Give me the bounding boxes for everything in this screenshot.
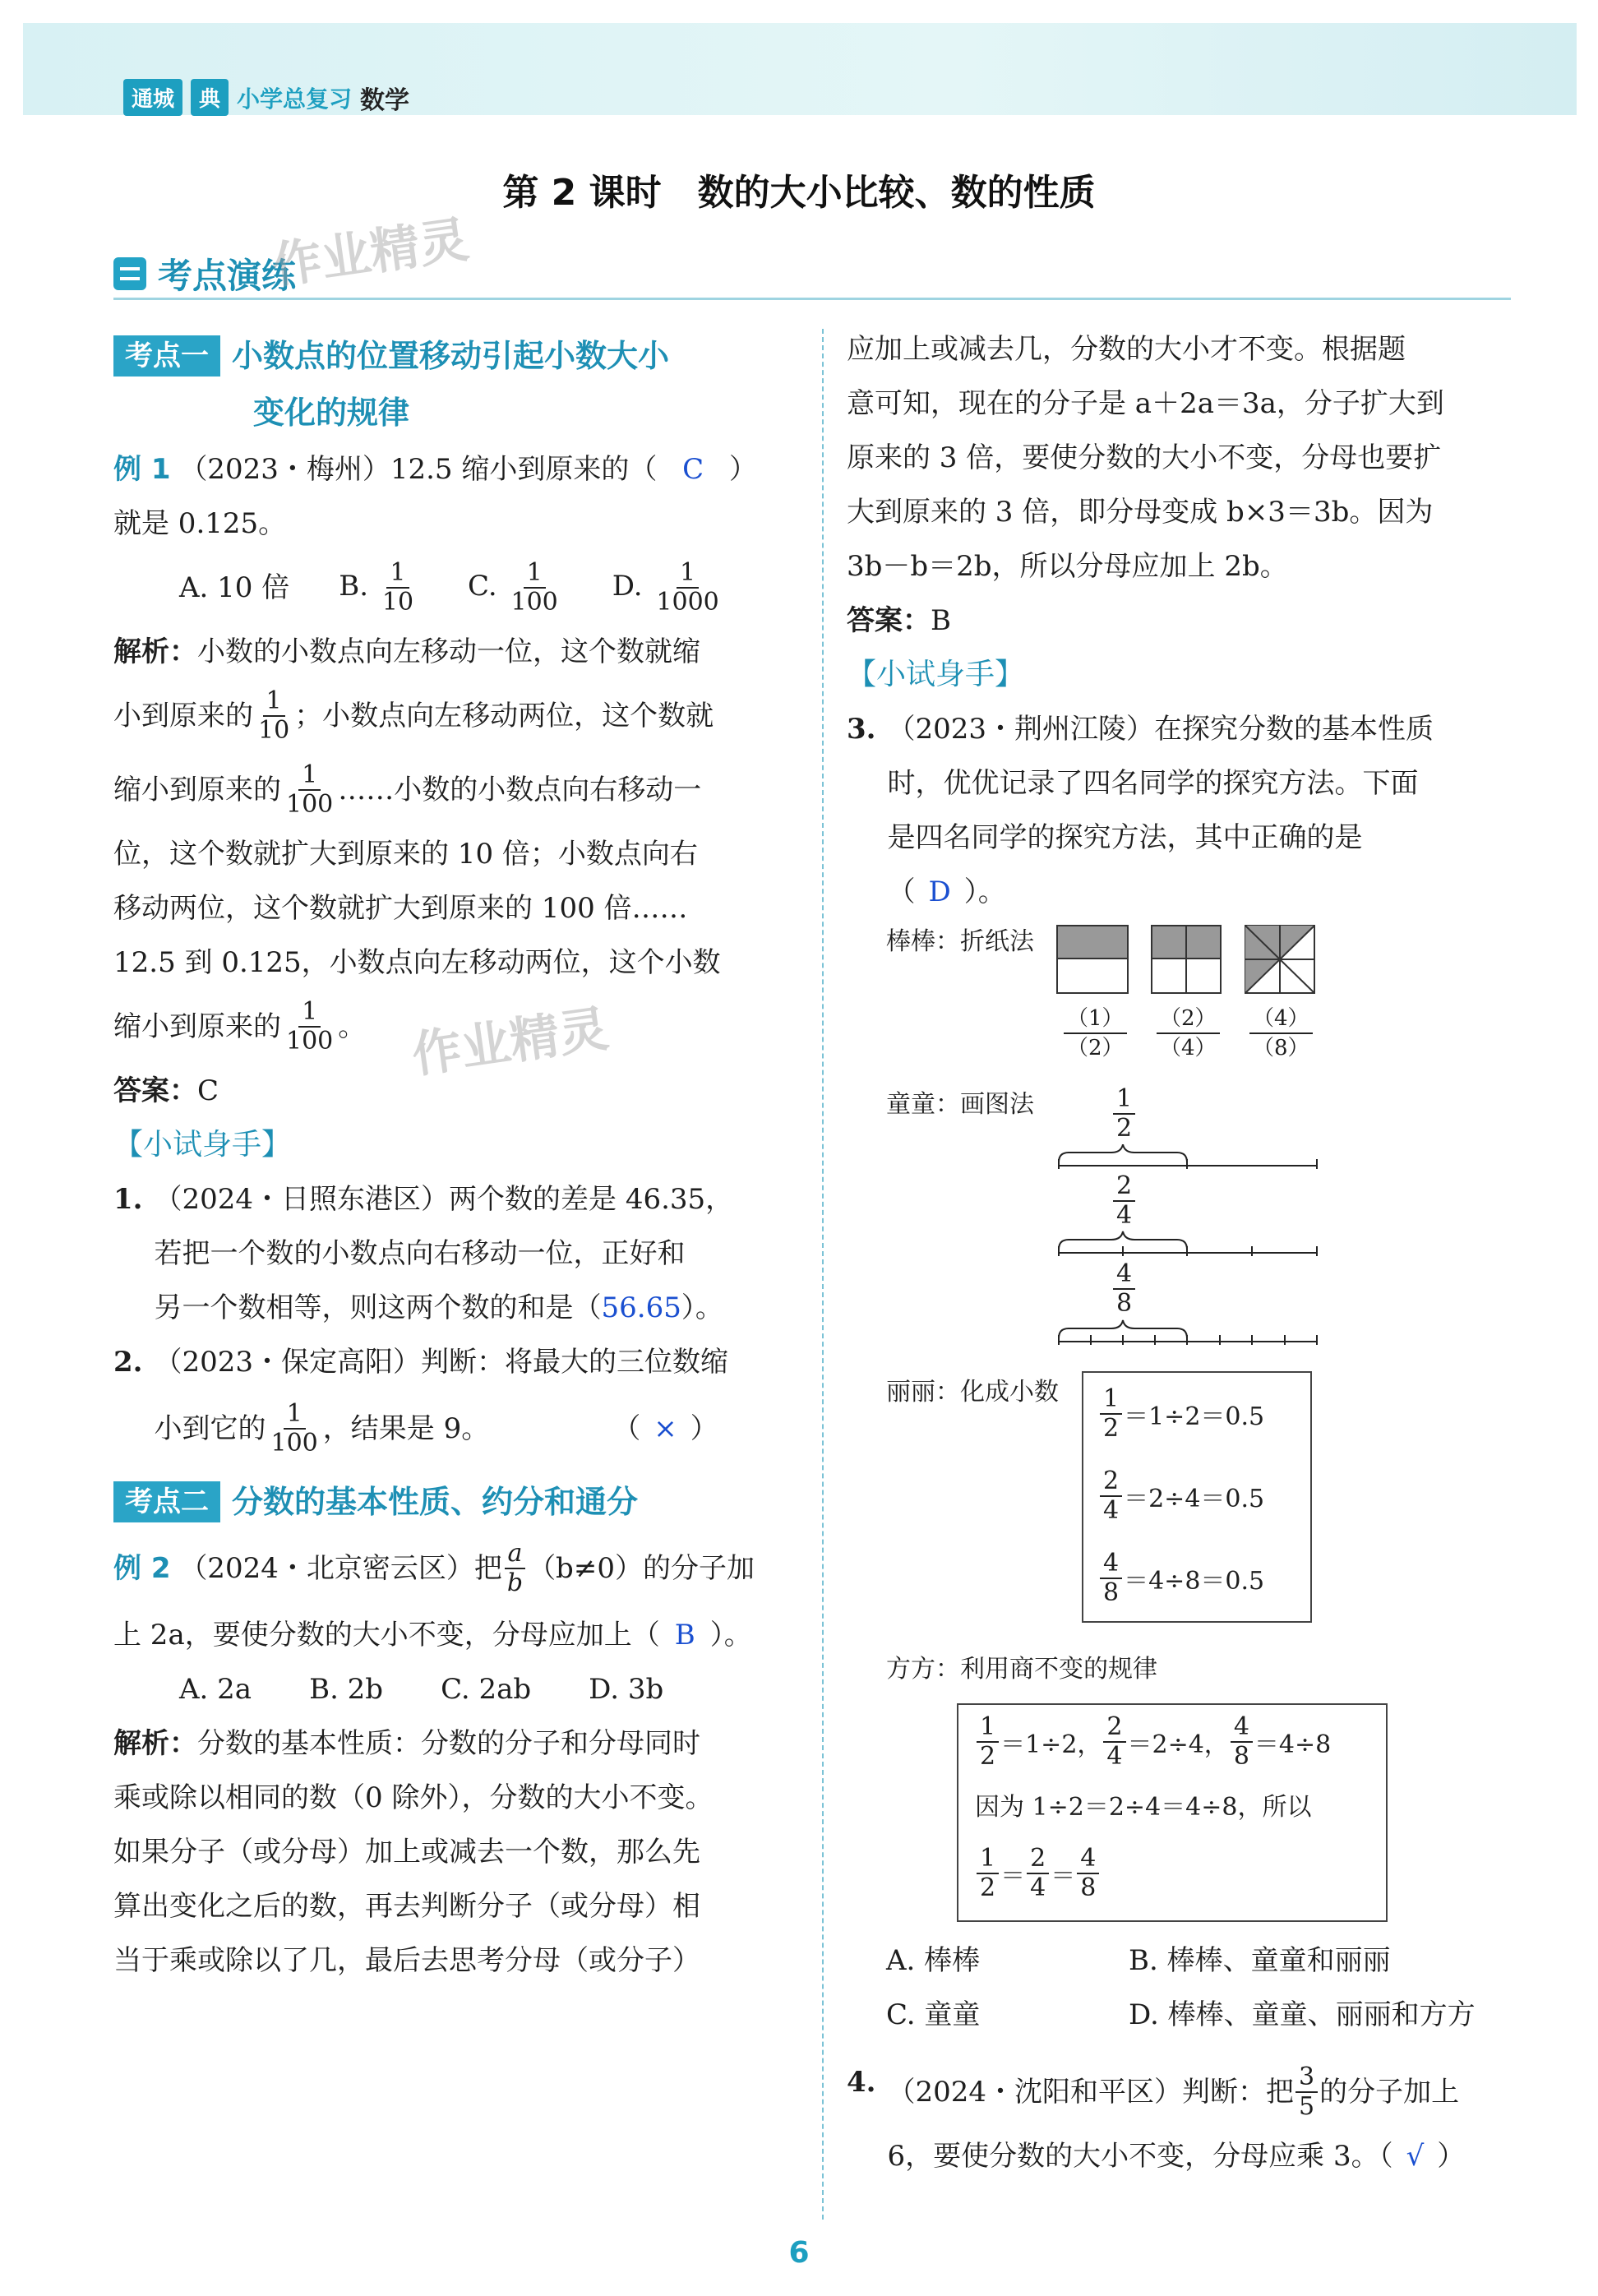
q3-option-b: B. 棒棒、童童和丽丽 [1129, 1944, 1391, 1977]
kd1-title-cont: 变化的规律 [253, 395, 410, 431]
ex2-answer-line: 答案：B [847, 604, 951, 637]
kd1-badge: 考点一 [113, 335, 220, 377]
option-c: C. $\frac{1}{100}$ [468, 558, 558, 617]
fold-half [1056, 925, 1129, 996]
q4-answer: √ [1406, 2140, 1425, 2173]
tongtong-label: 童童：画图法 [886, 1090, 1034, 1119]
try-label-2: 【小试身手】 [847, 658, 1025, 691]
number-line-diagram [1052, 1144, 1323, 1350]
q2-answer: × [654, 1412, 677, 1445]
question-1: 1. （2024・日照东港区）两个数的差是 46.35， 若把一个数的小数点向右移动一位，正好和 另一个数相等，则这两个数的和是（56.65）。 [113, 1183, 734, 1324]
book-brand [123, 79, 409, 116]
q1-answer: 56.65 [601, 1291, 681, 1324]
ex2-analysis-cont: 应加上或减去几，分数的大小才不变。根据题 意可知，现在的分子是 a＋2a＝3a，分子扩大到 原来的 3 倍，要使分数的大小不变，分母也要扩 大到原来的 3 倍，即分母变成 b×3＝3b。因为 3b－b＝2b，所以分母应加上 2b。 [847, 333, 1444, 583]
ex2-options: A. 2a B. 2b C. 2ab D. 3b [179, 1673, 664, 1706]
bangbang-frac-3: $\frac{(4)}{(8)}$ [1248, 1005, 1314, 1062]
question-2: 2. （2023・保定高阳）判断：将最大的三位数缩 小到它的 $\frac{1}{100}$ ，结果是 9。 （ × ） [113, 1346, 729, 1458]
ex2-analysis: 解析：分数的基本性质：分数的分子和分母同时 乘或除以相同的数（0 除外），分数的大小不变。 如果分子（或分母）加上或减去一个数，那么先 算出变化之后的数，再去判断分子（或分母）相 当于乘或除以了几，最后去思考分母（或分子） [113, 1727, 714, 1977]
lesson-title: 第 2 课时 数的大小比较、数的性质 [502, 172, 1096, 214]
column-divider [822, 329, 824, 2220]
section-heading [113, 249, 296, 298]
tongtong-frac-1: $\frac{1}{2}$ [1111, 1085, 1137, 1143]
q3-option-a: A. 棒棒 [886, 1944, 981, 1977]
fangfang-box: $\frac{1}{2}$ ＝1÷2， $\frac{2}{4}$ ＝2÷4， $\frac{4}{8}$ ＝4÷8 因为 1÷2＝2÷4＝4÷8，所以 $\frac{1}{2}$ ＝ $\frac{2}{4}$ ＝ $\frac{4}{8}$ [957, 1703, 1388, 1922]
ex1-question [113, 442, 787, 497]
ex1-text-2: 就是 0.125。 [113, 507, 287, 540]
q3-options [886, 1933, 1476, 2042]
q3-option-d: D. 棒棒、童童、丽丽和方方 [1129, 1998, 1476, 2031]
ex1-text: （2023・梅州）12.5 缩小到原来的（ [179, 453, 658, 486]
option-b: B. $\frac{1}{10}$ [339, 558, 414, 617]
section-title: 考点演练 [158, 256, 297, 296]
bangbang-frac-1: $\frac{(1)}{(2)}$ [1062, 1005, 1129, 1062]
section-rule [113, 298, 1511, 300]
option-d: D. $\frac{1}{1000}$ [612, 558, 719, 617]
list-icon [113, 257, 146, 290]
ex2-label: 例 2 [113, 1552, 171, 1585]
q3-answer: D [928, 875, 951, 908]
bangbang-label: 棒棒：折纸法 [886, 927, 1034, 956]
brand-tag-2: 典 [191, 79, 229, 116]
ex2-answer: B [674, 1619, 695, 1652]
tongtong-frac-3: $\frac{4}{8}$ [1111, 1260, 1137, 1318]
ex1-options [113, 551, 787, 625]
q3-option-c: C. 童童 [886, 1998, 981, 2031]
ex1-answer-line: 答案：C [113, 1074, 219, 1107]
kd1-heading [113, 329, 787, 383]
subject-name: 数学 [360, 85, 410, 115]
kd2-heading [113, 1475, 787, 1529]
right-column [847, 322, 1537, 919]
tongtong-frac-2: $\frac{2}{4}$ [1111, 1172, 1137, 1230]
kd2-title: 分数的基本性质、约分和通分 [232, 1484, 639, 1520]
ex1-answer: C [682, 453, 704, 486]
left-column [113, 329, 787, 1988]
lili-box: $\frac{1}{2}$ ＝1÷2＝0.5 $\frac{2}{4}$ ＝2÷4＝0.5 $\frac{4}{8}$ ＝4÷8＝0.5 [1082, 1371, 1312, 1623]
ex1-analysis: 解析：小数的小数点向左移动一位，这个数就缩 小到原来的 $\frac{1}{10}$ ；小数点向左移动两位，这个数就 缩小到原来的 $\frac{1}{100}$ ……小数的小数点向右移动一 位，这个数就扩大到原来的 10 倍；小数点向右 移动两位，这个数就扩大到原来的 100 倍…… 12.5 到 0.125，小数点向左移动两位，这个小数 缩小到原来的 $\frac{1}{100}$ 。 [113, 635, 721, 1056]
option-a: A. 10 倍 [179, 571, 290, 604]
brand-tag: 通城 [123, 79, 182, 116]
question-3: 3. （2023・荆州江陵）在探究分数的基本性质 时，优优记录了四名同学的探究方法。下面 是四名同学的探究方法，其中正确的是 （ D ）。 [847, 713, 1434, 908]
fangfang-label: 方方：利用商不变的规律 [886, 1655, 1157, 1684]
fold-quarter [1151, 925, 1223, 996]
ex2-question: 例 2 （2024・北京密云区）把 $\frac{a}{b}$ （b≠0）的分子加 [113, 1539, 755, 1597]
ex1-close: ） [729, 453, 757, 486]
ex1-label: 例 1 [113, 453, 171, 486]
fold-eighth [1245, 925, 1317, 996]
question-4: 4. （2024・沈阳和平区）判断：把 $\frac{3}{5}$ 的分子加上 6，要使分数的大小不变，分母应乘 3。（ √ ） [847, 2063, 1466, 2173]
bangbang-frac-2: $\frac{(2)}{(4)}$ [1155, 1005, 1222, 1062]
lili-label: 丽丽：化成小数 [886, 1378, 1059, 1407]
ex2-text-2: 上 2a，要使分数的大小不变，分母应加上（ B ）。 [113, 1619, 752, 1652]
kd1-title: 小数点的位置移动引起小数大小 [232, 338, 670, 374]
watermark: 作业精灵 [408, 1000, 612, 1085]
page-number: 6 [788, 2236, 810, 2270]
try-label-1: 【小试身手】 [113, 1128, 292, 1162]
series-name: 小学总复习 [237, 85, 353, 113]
watermark: 作业精灵 [268, 210, 473, 296]
kd2-badge: 考点二 [113, 1481, 220, 1522]
